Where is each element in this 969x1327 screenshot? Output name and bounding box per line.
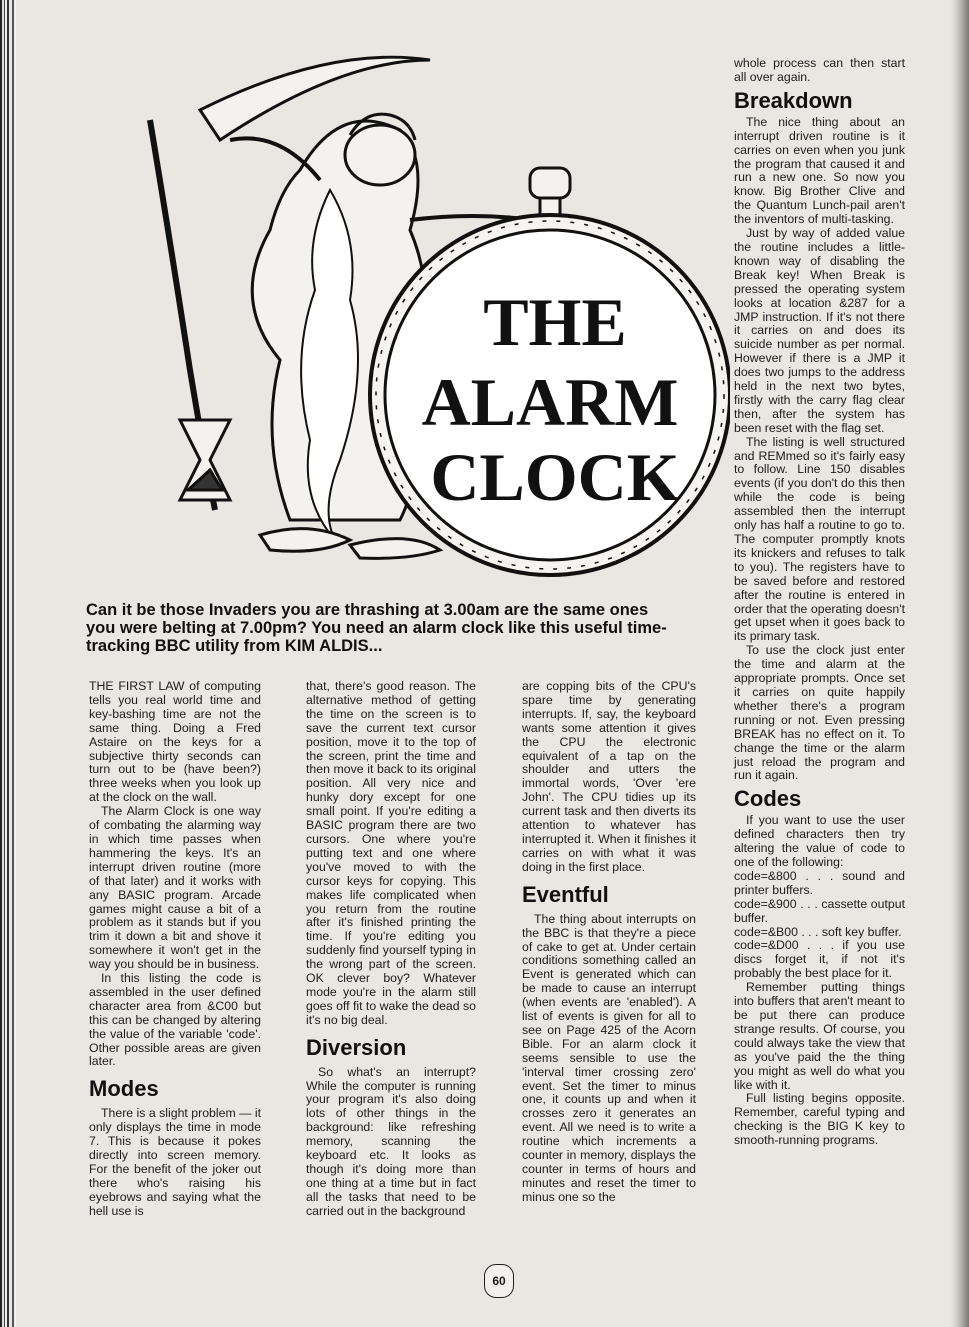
paragraph: If you want to use the user defined characters then try altering the value of code to one of the following: <box>734 813 905 870</box>
code-option: code=&D00 . . . if you use discs forget it, if not it's probably the best place for it. <box>734 938 905 981</box>
paragraph: So what's an interrupt? While the computer is running your program it's also doing lots of other things in the background: like refreshing memory, scanning the keyboard etc. It looks as though it's doing more than one thing at a time but in fact all the tasks that need to be carried out in the background <box>306 1064 476 1218</box>
heading-modes: Modes <box>89 1076 159 1102</box>
paragraph: Remember putting things into buffers that aren't meant to be put there can produce strange results. Of course, you could always take the view that as you've paid the the thing you might as well do what you like with it. <box>734 980 905 1092</box>
paragraph: whole process can then start all over again. <box>734 56 905 84</box>
heading-diversion: Diversion <box>306 1034 407 1060</box>
title-line-alarm: ALARM <box>421 364 679 440</box>
paragraph: The listing is well structured and REMmed so it's fairly easy to follow. Line 150 disables events (if you don't do this then while the code is being assembled then the interrupt only has half a routine to go to. The computer promptly knots its knickers and refuses to talk to you). The registers have to be saved before and restored after the routine is entered in order that the operating doesn't get upset when it goes back to its primary task. <box>734 434 905 644</box>
paragraph: There is a slight problem — it only displays the time in mode 7. This is because it pokes directly into screen memory. For the benefit of the joker out there who's raising his eyebrows and saying what the hell use is <box>89 1106 261 1218</box>
paragraph: that, there's good reason. The alternative method of getting the time on the screen is to save the current text cursor position, move it to the top of the screen, print the time and then move it back to its original position. All very nice and hunky dory except for one small point. If you're editing a BASIC program there are two cursors. One where you're putting text and one where you've moved to with the cursor keys for copying. This makes life complicated when you return from the routine after it's finished printing the time. If you're editing you suddenly find yourself typing in the wrong part of the screen. OK clever boy? Whatever mode you're in the alarm still goes off fit to wake the dead so it's no big deal. <box>306 679 476 1027</box>
paragraph: The nice thing about an interrupt driven routine is it carries on even when you junk the program that caused it and run a new one. So now you know. Big Brother Clive and the Quantum Lunch-pail aren't the inventors of multi-tasking. <box>734 114 905 227</box>
paragraph: Full listing begins opposite. Remember, careful typing and checking is the BIG K key to smooth-running programs. <box>734 1091 905 1148</box>
column-1 <box>89 680 261 1219</box>
paragraph: Just by way of added value the routine includes a little-known way of disabling the Break key! When Break is pressed the operating system looks at location &287 for a JMP instruction. If it's not there it carries on and does its suicide number as per normal. However if there is a JMP it does two jumps to the address held in the next two bytes, firstly with the carry flag clear then, after the system has been reset with the flag set. <box>734 226 905 435</box>
binding-edge <box>0 0 16 1327</box>
paragraph: are copping bits of the CPU's spare time by generating interrupts. If, say, the keyboard wants some attention it gives the CPU the electronic equivalent of a tap on the shoulder and utters the immortal words, 'Over 'ere John'. The CPU tidies up its current task and then diverts its attention to whatever has interrupted it. When it finishes it carries on with what it was doing in the first place. <box>522 679 696 874</box>
column-2 <box>306 680 476 1219</box>
column-4 <box>734 57 905 1148</box>
paragraph: The Alarm Clock is one way of combating the alarming way in which time passes when hammering the keys. It's an interrupt driven routine (more of that later) and it works with any BASIC program. Arcade games might cause a bit of a problem as it stands but if you trim it down a bit and shove it somewhere it won't get in the way you should be in business. <box>89 804 261 972</box>
paragraph: The thing about interrupts on the BBC is that they're a piece of cake to get at. Under certain conditions something called an Event is generated which can be made to cause an interrupt (when events are 'enabled'). A list of events is given for all to see on Page 425 of the Acorn Bible. For an alarm clock it seems sensible to use the 'interval timer crossing zero' event. Set the timer to minus one, it counts up and when it crosses zero it generates an event. All we need is to write a routine which increments a counter in memory, displays the counter in terms of hours and minutes and reset the timer to minus one so the <box>522 911 696 1204</box>
code-option: code=&900 . . . cassette output buffer. <box>734 896 905 925</box>
heading-eventful: Eventful <box>522 881 609 907</box>
title-line-clock: CLOCK <box>430 439 680 515</box>
heading-breakdown: Breakdown <box>734 87 853 113</box>
page-edge-shadow <box>951 0 969 1327</box>
paragraph: To use the clock just enter the time and alarm at the appropriate prompts. Once set it carries on quite happily whether there's a program running or not. Even pressing BREAK has no effect on it. To change the time or the alarm just reload the program and run it again. <box>734 643 905 783</box>
paragraph: THE FIRST LAW of computing tells you real world time and key-bashing time are not the same thing. Doing a Fred Astaire on the keys for a subjective thirty seconds can turn out to be (have been?) three weeks when you look up at the clock on the wall. <box>89 679 261 805</box>
page-number: 60 <box>484 1264 514 1298</box>
column-3 <box>522 680 696 1205</box>
grim-reaper-clock-illustration <box>110 40 730 600</box>
title-line-the: THE <box>483 284 627 360</box>
code-option: code=&B00 . . . soft key buffer. <box>734 924 902 939</box>
paragraph: In this listing the code is assembled in the user defined character area from &C00 but this can be changed by altering the value of the variable 'code'. Other possible areas are given later. <box>89 971 261 1069</box>
heading-codes: Codes <box>734 786 802 812</box>
standfirst: Can it be those Invaders you are thrashing at 3.00am are the same ones you were belting at 7.00pm? You need an alarm clock like this useful time-tracking BBC utility from KIM ALDIS... <box>86 601 667 655</box>
code-option: code=&800 . . . sound and printer buffers. <box>734 868 905 897</box>
